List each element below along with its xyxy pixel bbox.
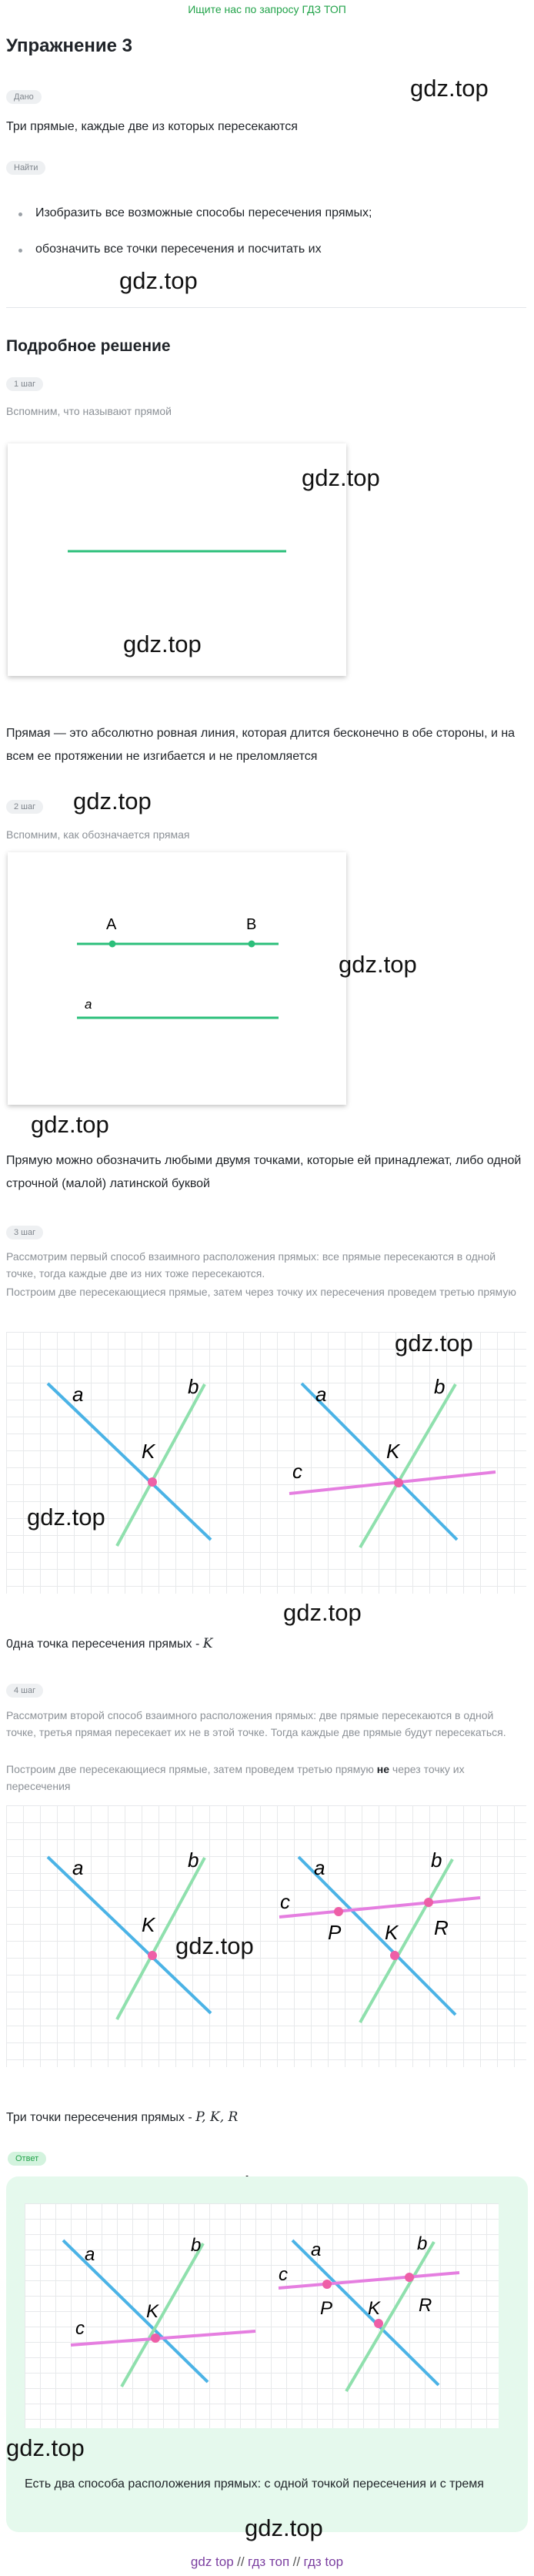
watermark: gdz.top: [31, 1111, 109, 1138]
line-c: [71, 2331, 255, 2345]
point-K: [394, 1478, 403, 1487]
label-a: a: [85, 997, 92, 1012]
given-text: Три прямые, каждые две из которых пересекаются: [6, 120, 298, 133]
figure-notation: [8, 852, 346, 1105]
step-tag: 2 шаг: [6, 800, 43, 814]
step-tag: 4 шаг: [6, 1684, 43, 1698]
watermark: gdz.top: [6, 2434, 85, 2461]
bullet-icon: [18, 212, 22, 216]
label-c: c: [292, 1460, 302, 1483]
label-a: a: [314, 1856, 325, 1879]
footer-separator: //: [292, 2554, 301, 2569]
step-note: Построим две пересекающиеся прямые, затем через точку их пересечения проведем третью прямую: [6, 1286, 516, 1298]
point-K: [148, 1951, 157, 1960]
note-part: Построим две пересекающиеся прямые, затем проведем третью прямую: [6, 1763, 377, 1775]
solution-title: Подробное решение: [6, 337, 171, 355]
label-K: K: [386, 1440, 400, 1463]
point-R: [424, 1898, 433, 1907]
label-K: K: [142, 1913, 155, 1936]
watermark: gdz.top: [302, 464, 380, 491]
watermark: gdz.top: [73, 788, 152, 815]
grid-figure-three-points: [6, 1805, 526, 2067]
label-c: c: [279, 2264, 288, 2285]
divider: [6, 307, 526, 308]
step-text: Прямую можно обозначить любыми двумя точками, которые ей принадлежат, либо одной строчной (малой) латинской буквой: [6, 1154, 522, 1190]
label-b: b: [417, 2233, 428, 2254]
bullet-icon: [18, 249, 22, 253]
step-text: Прямая — это абсолютно ровная линия, которая длится бесконечно в обе стороны, и на всем ее протяжении не изгибается и не преломляется: [6, 727, 516, 763]
footer-separator: //: [237, 2554, 245, 2569]
step-note: Рассмотрим первый способ взаимного расположения прямых: все прямые пересекаются в одной точке, тогда каждые две из них тоже пересекаются.: [6, 1250, 496, 1280]
step-result: [6, 2106, 238, 2129]
label-c: c: [75, 2318, 85, 2339]
note-part: через точку их пересечения: [6, 1763, 465, 1792]
label-b: b: [188, 1375, 199, 1398]
point-K: [151, 2333, 160, 2343]
label-K: K: [146, 2301, 159, 2322]
step-note: Вспомним, что называют прямой: [6, 405, 172, 417]
watermark: gdz.top: [395, 1330, 473, 1357]
label-P: P: [320, 2298, 333, 2319]
point-a: [109, 941, 116, 948]
find-item: Изобразить все возможные способы пересечения прямых;: [35, 206, 372, 219]
watermark: gdz.top: [27, 1504, 105, 1531]
label-a: a: [85, 2244, 95, 2265]
label-b: b: [434, 1375, 446, 1398]
footer-links: [0, 2554, 534, 2570]
label-a: a: [311, 2240, 322, 2260]
result-math: P, K, R: [195, 2109, 239, 2125]
notation-figure: [8, 852, 346, 1105]
grid-figure-answer: [25, 2203, 499, 2428]
step-tag: 3 шаг: [6, 1226, 43, 1239]
one-point-figure: [6, 1332, 526, 1594]
answer-figure: [25, 2203, 499, 2428]
point-b: [249, 941, 255, 948]
label-b: b: [188, 1848, 199, 1872]
footer-link[interactable]: гдз top: [303, 2554, 344, 2569]
footer-link[interactable]: gdz top: [190, 2554, 234, 2569]
watermark: gdz.top: [175, 1932, 254, 1959]
page-title: Упражнение 3: [6, 35, 132, 56]
result-text: Три точки пересечения прямых -: [6, 2111, 196, 2124]
label-K: K: [368, 2298, 381, 2319]
label-P: P: [328, 1921, 342, 1944]
find-tag: Найти: [6, 161, 45, 175]
answer-tag: Ответ: [8, 2152, 46, 2166]
find-item: обозначить все точки пересечения и посчитать их: [35, 243, 322, 256]
label-K: K: [385, 1921, 399, 1944]
watermark: gdz.top: [339, 951, 417, 978]
watermark: gdz.top: [123, 631, 202, 657]
note-emphasis: не: [376, 1763, 390, 1775]
label-a: a: [72, 1856, 84, 1879]
label-b: b: [191, 2235, 202, 2256]
grid-figure-one-point: [6, 1332, 526, 1594]
result-math: K: [202, 1636, 213, 1651]
step-note: Вспомним, как обозначается прямая: [6, 828, 190, 841]
result-text: 0дна точка пересечения прямых -: [6, 1638, 203, 1651]
watermark: gdz.top: [410, 75, 489, 102]
point-P: [334, 1907, 343, 1916]
answer-text: Есть два способа расположения прямых: с одной точкой пересечения и с тремя: [25, 2477, 484, 2491]
label-R: R: [419, 2295, 432, 2316]
line-c: [279, 2273, 459, 2288]
step-note: Рассмотрим второй способ взаимного расположения прямых: две прямые пересекаются в одной точке, третья прямая пересекает их не в этой точке. Тогда каждые две прямые будут пересекаться.: [6, 1709, 506, 1738]
label-b: b: [431, 1848, 442, 1872]
label-A: A: [106, 916, 117, 933]
step-result: [6, 1632, 212, 1656]
step-tag: 1 шаг: [6, 377, 43, 391]
line-a: [292, 2240, 439, 2385]
point-K: [390, 1951, 399, 1960]
label-a: a: [72, 1383, 84, 1406]
watermark: gdz.top: [245, 2514, 323, 2541]
given-tag: Дано: [6, 90, 42, 104]
label-a: a: [315, 1383, 327, 1406]
watermark: gdz.top: [283, 1599, 362, 1626]
point-P: [322, 2280, 332, 2289]
search-banner[interactable]: Ищите нас по запросу ГДЗ ТОП: [188, 3, 346, 15]
label-B: B: [246, 916, 257, 933]
watermark: gdz.top: [119, 267, 198, 294]
line-c: [279, 1898, 480, 1917]
point-K: [148, 1477, 157, 1487]
point-R: [405, 2273, 414, 2282]
label-R: R: [434, 1916, 449, 1939]
three-points-figure: [6, 1805, 526, 2067]
label-K: K: [142, 1440, 155, 1463]
footer-link[interactable]: гдз топ: [248, 2554, 290, 2569]
label-c: c: [280, 1890, 290, 1913]
point-K: [374, 2319, 383, 2328]
step-note: [6, 1761, 526, 1795]
